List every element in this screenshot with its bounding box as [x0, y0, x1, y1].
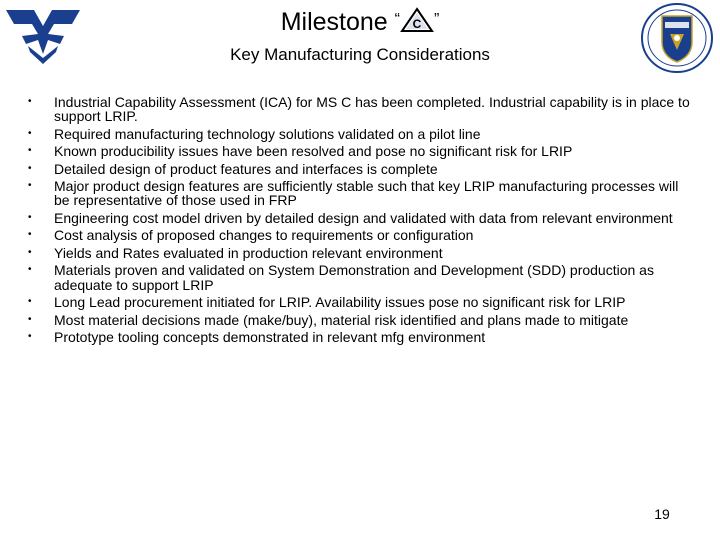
list-item	[26, 313, 691, 327]
bullet-text: Major product design features are sufficiently stable such that key LRIP manufacturing processes will be representative of those used in FRP	[54, 178, 679, 209]
bullet-dot: •	[28, 180, 32, 192]
page-subtitle: Key Manufacturing Considerations	[230, 45, 490, 64]
list-item	[26, 127, 691, 141]
bullet-text: Industrial Capability Assessment (ICA) for MS C has been completed. Industrial capability is in place to support LRIP.	[54, 94, 690, 125]
list-item	[26, 246, 691, 260]
bullet-dot: •	[28, 127, 32, 139]
bullet-dot: •	[28, 296, 32, 308]
triangle-c-icon	[400, 7, 434, 33]
bullet-text: Prototype tooling concepts demonstrated in relevant mfg environment	[54, 329, 486, 346]
list-item	[26, 228, 691, 242]
list-item	[26, 211, 691, 225]
bullet-text: Detailed design of product features and interfaces is complete	[54, 160, 438, 177]
bullet-dot: •	[28, 264, 32, 276]
bullet-text: Engineering cost model driven by detailed design and validated with data from relevant environment	[54, 209, 673, 226]
page-title	[0, 6, 720, 38]
bullet-dot: •	[28, 229, 32, 241]
list-item	[26, 263, 691, 291]
list-item	[26, 162, 691, 176]
bullet-dot: •	[28, 313, 32, 325]
bullet-text: Materials proven and validated on System Demonstration and Development (SDD) production as adequate to support LRIP	[54, 262, 654, 293]
bullet-dot: •	[28, 211, 32, 223]
close-quote: ”	[433, 11, 440, 28]
list-item	[26, 330, 691, 344]
bullet-text: Cost analysis of proposed changes to requirements or configuration	[54, 227, 474, 244]
bullet-text: Most material decisions made (make/buy), material risk identified and plans made to mitigate	[54, 311, 629, 328]
page-number: 19	[654, 506, 670, 522]
list-item	[26, 179, 691, 207]
bullet-text: Yields and Rates evaluated in production relevant environment	[54, 244, 443, 261]
bullet-text: Required manufacturing technology solutions validated on a pilot line	[54, 125, 481, 142]
bullet-text: Long Lead procurement initiated for LRIP. Availability issues pose no significant risk for LRIP	[54, 294, 626, 311]
open-quote: “	[394, 11, 400, 28]
list-item	[26, 295, 691, 309]
bullet-dot: •	[28, 162, 32, 174]
milestone-letter: C	[412, 17, 422, 31]
list-item	[26, 95, 691, 123]
bullet-dot: •	[28, 96, 32, 107]
bullet-dot: •	[28, 331, 32, 343]
title-text: Milestone	[280, 8, 388, 36]
bullet-list	[26, 95, 691, 348]
air-force-materiel-command-shield-icon	[640, 2, 714, 74]
list-item	[26, 144, 691, 158]
bullet-text: Known producibility issues have been resolved and pose no significant risk for LRIP	[54, 143, 573, 160]
bullet-dot: •	[28, 246, 32, 258]
bullet-dot: •	[28, 145, 32, 157]
